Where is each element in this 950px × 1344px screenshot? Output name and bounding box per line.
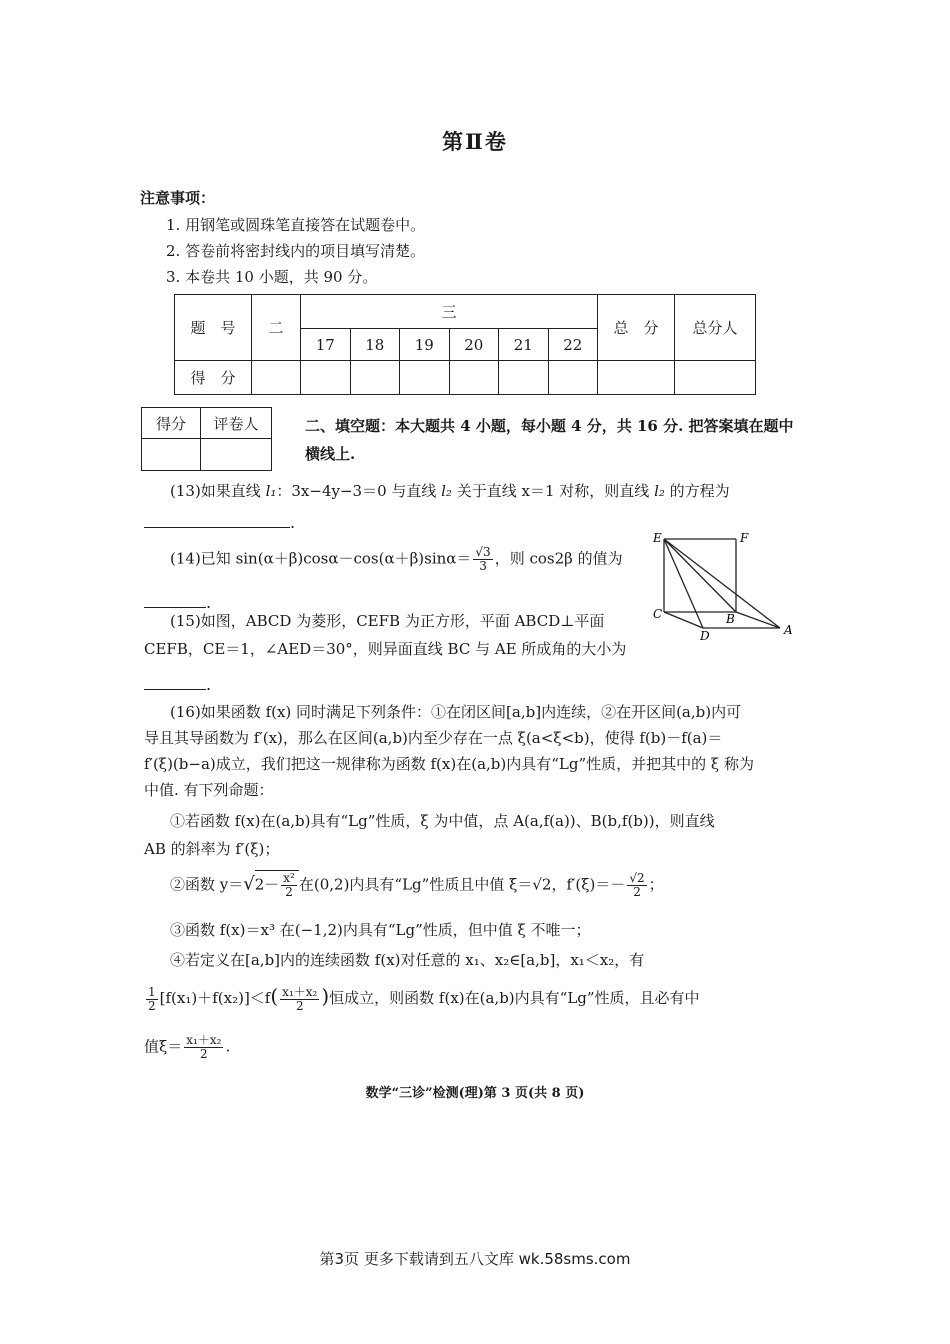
question-16-line-2: 导且其导函数为 f′(x)，那么在区间(a,b)内至少存在一点 ξ(a<ξ<b)，使得 f(b)－f(a)＝ bbox=[144, 729, 723, 747]
edge-ba bbox=[736, 612, 780, 628]
proposition-3: ③函数 f(x)＝x³ 在(−1,2)内具有“Lg”性质，但中值 ξ 不唯一； bbox=[170, 921, 591, 939]
grader-reviewer-cell[interactable] bbox=[201, 439, 272, 471]
question-16-line-3: f′(ξ)(b−a)成立，我们把这一规律称为函数 f(x)在(a,b)内具有“Lg”性质，并把其中的 ξ 称为 bbox=[144, 755, 754, 773]
label-d: D bbox=[700, 629, 710, 643]
proposition-1-line-2: AB 的斜率为 f′(ξ)； bbox=[144, 840, 280, 858]
score-cell[interactable] bbox=[675, 361, 756, 395]
question-16-line-1: (16)如果函数 f(x) 同时满足下列条件：①在闭区间[a,b]内连续，②在开区间(a,b)内可 bbox=[170, 703, 742, 721]
label-a: A bbox=[784, 623, 793, 637]
proposition-1-line-1: ①若函数 f(x)在(a,b)具有“Lg”性质，ξ 为中值，点 A(a,f(a))、B(b,f(b))，则直线 bbox=[170, 812, 715, 830]
score-table bbox=[174, 294, 756, 395]
score-cell[interactable] bbox=[252, 361, 301, 395]
grader-score-cell[interactable] bbox=[142, 439, 201, 471]
sub-col: 20 bbox=[449, 329, 499, 361]
sub-col: 19 bbox=[400, 329, 450, 361]
grader-box bbox=[141, 407, 272, 471]
answer-blank-14[interactable]: . bbox=[144, 591, 211, 612]
label-e: E bbox=[653, 531, 662, 545]
notice-item: 3. 本卷共 10 小题，共 90 分。 bbox=[166, 268, 378, 286]
notice-heading: 注意事项： bbox=[140, 189, 216, 207]
score-cell[interactable] bbox=[350, 361, 400, 395]
question-14: (14)已知 sin(α＋β)cosα－cos(α＋β)sinα＝ $\frac{√3}{3}$ ，则 cos2β 的值为 bbox=[170, 545, 623, 573]
edge-eb bbox=[664, 539, 736, 612]
answer-blank-13[interactable]: . bbox=[144, 511, 295, 532]
sub-col: 22 bbox=[548, 329, 598, 361]
proposition-4-line-2: $\frac{1}{2}$ [f(x₁)＋f(x₂)]＜f( $\frac{\text{x₁＋x₂}}{2}$ )恒成立，则函数 f(x)在(a,b)内具有“Lg”性质，且必有中 bbox=[148, 984, 700, 1013]
sub-col: 18 bbox=[350, 329, 400, 361]
score-cell[interactable] bbox=[301, 361, 351, 395]
col-three: 三 bbox=[301, 295, 598, 329]
score-cell[interactable] bbox=[548, 361, 598, 395]
label-b: B bbox=[726, 612, 735, 626]
question-15-line-1: (15)如图，ABCD 为菱形，CEFB 为正方形，平面 ABCD⊥平面 bbox=[170, 612, 605, 630]
page-title: 第Ⅱ卷 bbox=[442, 129, 508, 154]
col-scorer: 总分人 bbox=[675, 295, 756, 361]
notice-item: 2. 答卷前将密封线内的项目填写清楚。 bbox=[166, 242, 426, 260]
grader-score-label: 得分 bbox=[142, 408, 201, 439]
score-cell[interactable] bbox=[499, 361, 549, 395]
sub-col: 17 bbox=[301, 329, 351, 361]
notice-item: 1. 用钢笔或圆珠笔直接答在试题卷中。 bbox=[166, 216, 426, 234]
row-label-score: 得 分 bbox=[175, 361, 252, 395]
proposition-4-line-3: 值ξ＝ $\frac{\text{x₁＋x₂}}{2}$ . bbox=[144, 1033, 231, 1061]
grader-reviewer-label: 评卷人 bbox=[201, 408, 272, 439]
geometry-figure bbox=[650, 530, 800, 645]
label-f: F bbox=[740, 531, 749, 545]
edge-ea bbox=[664, 539, 780, 628]
proposition-4-line-1: ④若定义在[a,b]内的连续函数 f(x)对任意的 x₁、x₂∈[a,b]，x₁＜x₂，有 bbox=[170, 951, 645, 969]
score-cell[interactable] bbox=[449, 361, 499, 395]
section-heading: 二、填空题：本大题共 4 小题，每小题 4 分，共 16 分. 把答案填在题中横线上. bbox=[305, 417, 794, 463]
score-cell[interactable] bbox=[598, 361, 675, 395]
page-footer: 数学“三诊”检测(理)第 3 页(共 8 页) bbox=[365, 1086, 585, 1101]
question-15-line-2: CEFB，CE＝1，∠AED＝30°，则异面直线 BC 与 AE 所成角的大小为 bbox=[144, 640, 627, 658]
answer-blank-15[interactable]: . bbox=[144, 673, 211, 694]
col-total: 总 分 bbox=[598, 295, 675, 361]
col-two: 二 bbox=[252, 295, 301, 361]
question-13: (13)如果直线 l₁：3x−4y−3＝0 与直线 l₂ 关于直线 x＝1 对称，则直线 l₂ 的方程为 bbox=[170, 482, 730, 500]
question-16-line-4: 中值. 有下列命题： bbox=[144, 781, 274, 799]
download-footer: 第3页 更多下载请到五八文库 wk.58sms.com bbox=[319, 1250, 631, 1268]
row-label-question: 题 号 bbox=[175, 295, 252, 361]
label-c: C bbox=[653, 607, 663, 621]
proposition-2: ②函数 y＝√2－ $\frac{\text{x²}}{2}$ 在(0,2)内具有“Lg”性质且中值 ξ＝√2，f′(ξ)＝－ $\frac{√2}{2}$ ； bbox=[170, 871, 664, 899]
sub-col: 21 bbox=[499, 329, 549, 361]
score-cell[interactable] bbox=[400, 361, 450, 395]
